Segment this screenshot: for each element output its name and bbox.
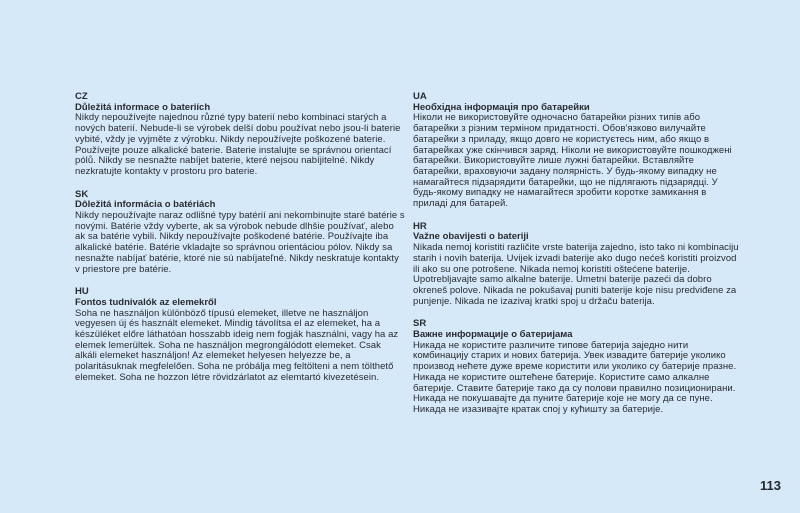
- section-body-hr: Nikada nemoj koristiti različite vrste baterija zajedno, isto tako ni kombinaciju starih i novih baterija. Uvijek izvadi baterije ako dugo nećeš koristiti proizvod ili ako su one potrošene. Nikada nemoj koristiti oštećene baterije. Upotrebljavajte samo alkalne baterije. Umetni baterije pazeći da dobro okreneš polove. Nikada ne pokušavaj puniti baterije koje nisu predviđene za punjenje. Nikada ne izazivaj kratki spoj u držaču baterija.: [413, 242, 739, 307]
- section-sr: [413, 319, 743, 415]
- page-number: 113: [760, 478, 781, 493]
- section-title-hr: Važne obavijesti o bateriji: [413, 231, 529, 243]
- section-body-cz: Nikdy nepoužívejte najednou různé typy baterií nebo kombinaci starých a nových baterií. Nebude-li se výrobek delší dobu používat nebo jsou-li baterie vybité, vždy je vyjměte z výrobku. Nikdy nepoužívejte poškozené baterie. Používejte pouze alkalické baterie. Baterie instalujte se správnou orientací pólů. Nikdy se nesnažte nabíjet baterie, které nejsou nabíjitelné. Nikdy nezkratujte kontakty v prostoru pro baterie.: [75, 112, 401, 177]
- section-hr: [413, 222, 743, 308]
- section-body-ua: Ніколи не використовуйте одночасно батарейки різних типів або батарейки з різним терміном придатності. Обов'язково вилучайте батарейки з приладу, якщо довго не користуєтесь ним, або якщо в батарейках уже скінчився заряд. Ніколи не використовуйте пошкоджені батарейки. Використовуйте лише лужні батарейки. Вставляйте батарейки, враховуючи задану полярність. У будь-якому випадку не намагайтеся підзарядити батарейки, що не підлягають підзарядці. У будь-якому випадку не намагайтеся зробити коротке замикання в приладі для батарей.: [413, 112, 732, 210]
- language-code-sr: SR: [413, 318, 427, 330]
- section-title-sr: Важне информације о батеријама: [413, 329, 573, 341]
- language-code-sk: SK: [75, 188, 89, 200]
- section-title-sk: Dôležitá informácia o batériách: [75, 199, 216, 211]
- section-body-sk: Nikdy nepoužívajte naraz odlišné typy batérií ani nekombinujte staré batérie s novými. Batérie vždy vyberte, ak sa výrobok nebude dlhšie používať, alebo ak sa batérie vybili. Nikdy nepoužívajte poškodené batérie. Používajte iba alkalické batérie. Batérie vkladajte so správnou orientáciou pólov. Nikdy sa nesnažte nabíjať batérie, ktoré nie sú nabíjateľné. Nikdy neskratuje kontakty v priestore pre batérie.: [75, 210, 405, 275]
- section-title-hu: Fontos tudnivalók az elemekről: [75, 296, 217, 308]
- column-right: [413, 92, 743, 428]
- section-ua: [413, 92, 743, 210]
- section-hu: [75, 287, 405, 383]
- language-code-hu: HU: [75, 286, 89, 298]
- section-title-cz: Důležitá informace o bateriích: [75, 101, 211, 113]
- language-code-ua: UA: [413, 91, 427, 102]
- section-sk: [75, 190, 405, 276]
- language-code-cz: CZ: [75, 91, 88, 102]
- section-cz: [75, 92, 405, 178]
- language-code-hr: HR: [413, 220, 427, 232]
- section-title-ua: Необхідна інформація про батарейки: [413, 101, 590, 113]
- column-left: [75, 92, 405, 396]
- section-body-sr: Никада не користите различите типове батерија заједно нити комбинацију старих и нових батерија. Увек извадите батерије уколико производ нећете дуже време користити или уколико су батерије празне. Никада не користите оштећене батерије. Користите само алкалне батерије. Ставите батерије тако да су полови правилно позиционирани. Никада не покушавајте да пуните батерије које не могу да се пуне. Никада не изазивајте кратак спој у кућишту за батерије.: [413, 339, 737, 415]
- section-body-hu: Soha ne használjon különböző típusú elemeket, illetve ne használjon vegyesen új és használt elemeket. Mindig távolítsa el az elemeket, ha a készüléket előre láthatóan hosszabb ideig nem fogják használni, vagy ha az elemek lemerültek. Soha ne használjon megrongálódott elemeket. Csak alkáli elemeket használjon! Az elemeket helyesen helyezze be, a polaritásuknak megfelelően. Soha ne próbálja meg feltölteni a nem tölthető elemeket. Soha ne hozzon létre rövidzárlatot az elemtartó kivezetésein.: [75, 307, 399, 383]
